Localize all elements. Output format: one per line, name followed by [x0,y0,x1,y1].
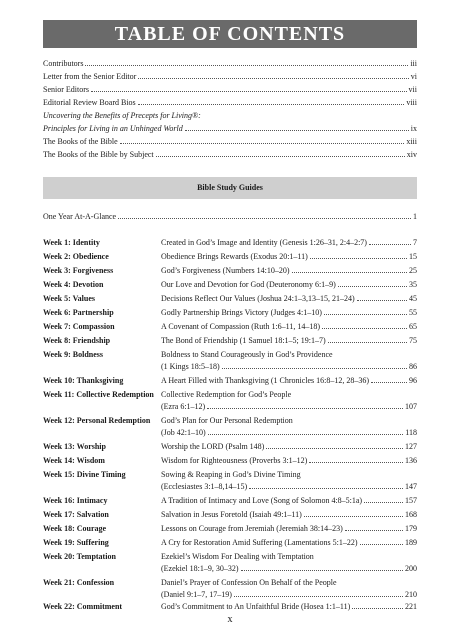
toc-entry-page: xiii [406,137,417,146]
leader-dots [364,502,403,503]
week-label: Week 7: Compassion [43,322,115,331]
toc-entry-title: Principles for Living in an Unhinged World [43,124,183,133]
week-entry[interactable] [161,251,417,263]
leader-dots [118,218,411,219]
week-label: Week 21: Confession [43,578,115,587]
toc-entry-letter[interactable] [43,70,417,83]
leader-dots [324,314,407,315]
week-entry-title: Wisdom for Righteousness (Proverbs 3:1–12) [161,456,308,465]
toc-entry-review-board[interactable] [43,96,417,109]
week-entry-page: 221 [405,602,417,611]
week-entry-page: 35 [409,280,417,289]
week-entry-page: 55 [409,308,417,317]
week-entry[interactable] [161,589,417,601]
toc-entry-one-year[interactable] [43,210,417,223]
leader-dots [309,462,403,463]
toc-entry-page: viii [406,98,417,107]
week-entry-page: 7 [413,238,417,247]
leader-dots [371,382,407,383]
week-entry-page: 210 [405,590,417,599]
leader-dots [266,448,403,449]
toc-entry-page: vi [410,72,417,81]
week-entry-title: Ezekiel’s Wisdom For Dealing with Temptation [161,552,314,561]
week-label: Week 6: Partnership [43,308,114,317]
week-entry[interactable] [161,321,417,333]
week-entry-title: Created in God’s Image and Identity (Genesis 1:26–31, 2:4–2:7) [161,238,367,247]
leader-dots [91,91,407,92]
week-entry-page: 168 [405,510,417,519]
week-entry-page: 107 [405,402,417,411]
week-entry-title: Worship the LORD (Psalm 148) [161,442,265,451]
week-label: Week 5: Values [43,294,96,303]
leader-dots [352,608,403,609]
week-entry-page: 96 [409,376,417,385]
week-entry-title: Our Love and Devotion for God (Deuteronomy 6:1–9) [161,280,336,289]
toc-entry-title: One Year At-A-Glance [43,212,117,221]
week-label: Week 2: Obedience [43,252,109,261]
week-entry-ref: (1 Kings 18:5–18) [161,362,220,371]
week-label: Week 10: Thanksgiving [43,376,124,385]
week-label: Week 20: Temptation [43,552,116,561]
toc-entry-principles[interactable] [43,122,417,135]
week-label: Week 4: Devotion [43,280,104,289]
week-entry[interactable] [161,455,417,467]
week-entry-ref: (Ezekiel 18:1–9, 30–32) [161,564,239,573]
week-entry-page: 86 [409,362,417,371]
toc-entry-title: Letter from the Senior Editor [43,72,137,81]
week-entry[interactable] [161,265,417,277]
toc-entry-contributors[interactable] [43,57,417,70]
week-entry-page: 75 [409,336,417,345]
week-entry-page: 127 [405,442,417,451]
toc-entry-uncovering-line1: Uncovering the Benefits of Precepts for Living®: [43,111,201,120]
toc-entry-title: The Books of the Bible [43,137,118,146]
week-entry[interactable] [161,441,417,453]
week-label: Week 1: Identity [43,238,100,247]
leader-dots [185,130,409,131]
week-entry-page: 157 [405,496,417,505]
week-entry-title: Obedience Brings Rewards (Exodus 20:1–11) [161,252,308,261]
week-entry-page: 200 [405,564,417,573]
leader-dots [369,244,411,245]
week-label: Week 15: Divine Timing [43,470,126,479]
week-entry-page: 45 [409,294,417,303]
week-entry-title: God’s Plan for Our Personal Redemption [161,416,293,425]
week-entry[interactable] [161,509,417,521]
week-entry-title: The Bond of Friendship (1 Samuel 18:1–5; 19:1–7) [161,336,326,345]
week-entry-ref: (Ecclesiastes 3:1–8,14–15) [161,482,248,491]
week-entry[interactable] [161,427,417,439]
week-entry-page: 136 [405,456,417,465]
week-entry[interactable] [161,601,417,613]
week-label: Week 14: Wisdom [43,456,105,465]
toc-entry-title: Editorial Review Board Bios [43,98,136,107]
week-entry-page: 25 [409,266,417,275]
leader-dots [222,368,407,369]
leader-dots [138,78,408,79]
leader-dots [208,434,404,435]
week-entry[interactable] [161,307,417,319]
week-entry-title: Salvation in Jesus Foretold (Isaiah 49:1–11) [161,510,302,519]
week-entry[interactable] [161,481,417,493]
toc-entry-books-by-subject[interactable] [43,148,417,161]
week-label: Week 12: Personal Redemption [43,416,151,425]
week-entry[interactable] [161,279,417,291]
week-label: Week 8: Friendship [43,336,111,345]
week-entry[interactable] [161,537,417,549]
week-label: Week 13: Worship [43,442,106,451]
week-entry-title: Collective Redemption for God’s People [161,390,292,399]
week-entry-title: A Heart Filled with Thanksgiving (1 Chronicles 16:8–12, 28–36) [161,376,370,385]
leader-dots [360,544,404,545]
week-entry-title: God’s Commitment to An Unfaithful Bride (Hosea 1:1–11) [161,602,351,611]
week-entry[interactable] [161,335,417,347]
week-entry-title: Godly Partnership Brings Victory (Judges 4:1–10) [161,308,322,317]
week-entry-title: Decisions Reflect Our Values (Joshua 24:1–3,13–15, 21–24) [161,294,355,303]
week-entry-title: Boldness to Stand Courageously in God’s Providence [161,350,333,359]
week-entry[interactable] [161,375,417,387]
leader-dots [292,272,407,273]
toc-entry-page: iii [410,59,417,68]
leader-dots [328,342,407,343]
week-entry-ref: (Ezra 6:1–12) [161,402,206,411]
leader-dots [345,530,403,531]
leader-dots [156,156,405,157]
leader-dots [304,516,403,517]
week-entry-page: 179 [405,524,417,533]
week-entry-ref: (Daniel 9:1–7, 17–19) [161,590,232,599]
week-entry-ref: (Job 42:1–10) [161,428,206,437]
leader-dots [241,570,403,571]
week-entry-title: Daniel’s Prayer of Confession On Behalf of the People [161,578,337,587]
week-entry[interactable] [161,563,417,575]
week-entry-page: 65 [409,322,417,331]
week-label: Week 18: Courage [43,524,107,533]
week-entry[interactable] [161,495,417,507]
leader-dots [310,258,407,259]
week-entry[interactable] [161,523,417,535]
toc-entry-title: Contributors [43,59,84,68]
section-header: Bible Study Guides [43,177,417,199]
toc-entry-page: xiv [406,150,417,159]
toc-entry-title: Senior Editors [43,85,89,94]
toc-entry-page: 1 [413,212,417,221]
week-label: Week 17: Salvation [43,510,109,519]
toc-entry-senior-editors[interactable] [43,83,417,96]
week-entry-title: A Covenant of Compassion (Ruth 1:6–11, 14–18) [161,322,321,331]
week-entry[interactable] [161,361,417,373]
week-entry-title: A Tradition of Intimacy and Love (Song of Solomon 4:8–5:1a) [161,496,363,505]
week-label: Week 22: Commitment [43,602,123,611]
toc-entry-page: vii [408,85,417,94]
week-entry-title: Sowing & Reaping in God’s Divine Timing [161,470,301,479]
page-title: TABLE OF CONTENTS [43,20,417,48]
week-entry[interactable] [161,293,417,305]
toc-entry-page: ix [410,124,417,133]
week-entry-title: Lessons on Courage from Jeremiah (Jeremiah 38:14–23) [161,524,343,533]
toc-entry-books[interactable] [43,135,417,148]
leader-dots [322,328,407,329]
week-label: Week 19: Suffering [43,538,109,547]
week-label: Week 11: Collective Redemption [43,390,154,399]
leader-dots [234,596,403,597]
week-label: Week 16: Intimacy [43,496,108,505]
page-number: x [227,614,233,625]
week-entry-page: 189 [405,538,417,547]
week-entry-title: A Cry for Restoration Amid Suffering (Lamentations 5:1–22) [161,538,358,547]
leader-dots [85,65,408,66]
toc-entry-title: The Books of the Bible by Subject [43,150,154,159]
leader-dots [207,408,403,409]
week-entry-page: 147 [405,482,417,491]
week-label: Week 9: Boldness [43,350,104,359]
week-label: Week 3: Forgiveness [43,266,114,275]
leader-dots [338,286,407,287]
leader-dots [138,104,405,105]
leader-dots [120,143,405,144]
week-entry[interactable] [161,237,417,249]
week-entry-title: God’s Forgiveness (Numbers 14:10–20) [161,266,290,275]
leader-dots [249,488,403,489]
week-entry[interactable] [161,401,417,413]
leader-dots [357,300,407,301]
week-entry-page: 118 [405,428,417,437]
week-entry-page: 15 [409,252,417,261]
